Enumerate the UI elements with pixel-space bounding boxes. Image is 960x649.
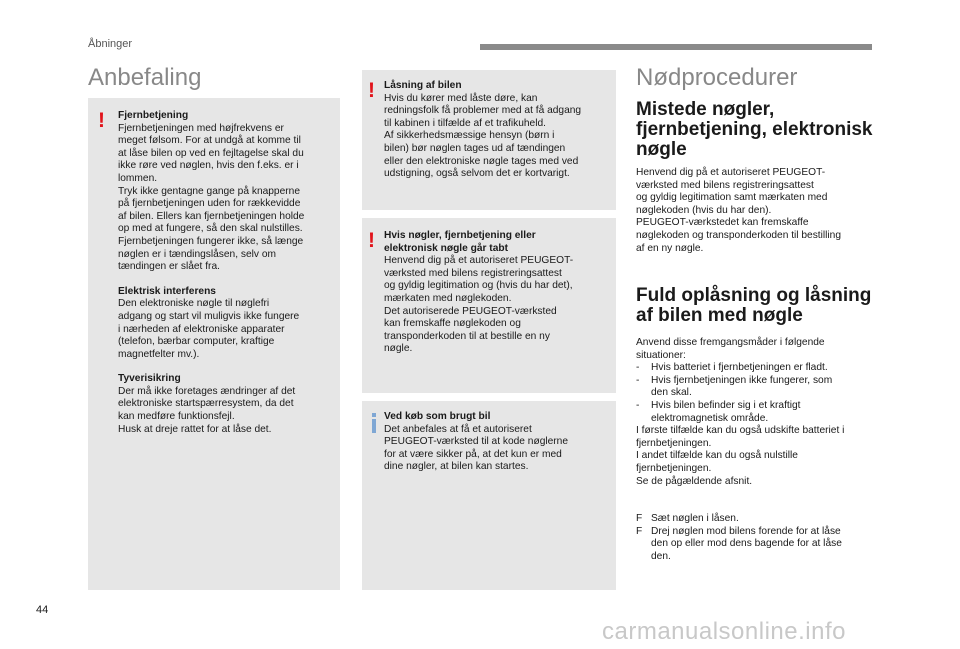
text-line: Sæt nøglen i låsen. [651, 513, 739, 524]
text-line: nøglekoden (hvis du har den). [636, 204, 772, 216]
text-line: af en ny nøgle. [636, 242, 704, 254]
text-line: til kabinen i tilfælde af et trafikuheld. [384, 117, 546, 129]
text-line: redningsfolk få problemer med at få adgang [384, 105, 582, 117]
text-line: fjernbetjening, elektronisk [636, 119, 873, 140]
text-line: Se de pågældende afsnit. [636, 475, 753, 487]
text-line: mærkaten med nøglekoden. [384, 292, 512, 304]
page-number: 44 [36, 604, 49, 616]
text-line: Fjernbetjeningen med højfrekvens er [118, 122, 284, 134]
recommendation-box-lost-keys [362, 218, 616, 393]
list-marker: F [636, 513, 643, 524]
watermark: carmanualsonline.info [602, 618, 846, 645]
antitheft-title: Tyverisikring [118, 373, 181, 385]
lost-keys-title [384, 230, 616, 255]
text-line: nøglekoden og transponderkoden til bestilling [636, 229, 842, 241]
used-car-title: Ved køb som brugt bil [384, 411, 491, 422]
text-line: fjernbetjeningen. [636, 462, 712, 474]
recommendation-box-remote [88, 98, 340, 590]
procedure-steps [636, 513, 896, 563]
list-item [636, 400, 896, 425]
remote-title: Fjernbetjening [118, 110, 189, 121]
text-line: adgang og start vil muligvis ikke fungere [118, 310, 300, 322]
text-line: kan medføre funktionsfejl. [118, 411, 235, 423]
text-line: meget følsom. For at undgå at komme til [118, 135, 301, 147]
list-marker: - [636, 399, 640, 411]
text-line: Det autoriserede PEUGEOT-værksted [384, 305, 557, 317]
text-line: Henvend dig på et autoriseret PEUGEOT- [384, 255, 574, 267]
text-line: Fjernbetjeningen fungerer ikke, så længe [118, 235, 304, 247]
right-title: Nødprocedurer [636, 64, 798, 91]
antitheft-body [118, 386, 338, 436]
text-line: den op eller mod dens bagende for at låse [651, 538, 842, 550]
used-car-body [384, 424, 616, 474]
text-line: eller den elektroniske nøgle tages med ved [384, 155, 579, 167]
locking-body [384, 93, 616, 181]
text-line: Hvis nøgler, fjernbetjening eller [384, 230, 536, 241]
list-marker: - [636, 374, 640, 386]
list-item [636, 375, 896, 400]
text-line: Drej nøglen mod bilens forende for at låse [651, 525, 841, 537]
list-marker: - [636, 362, 640, 374]
text-line: PEUGEOT-værkstedet kan fremskaffe [636, 217, 809, 229]
remote-body [118, 123, 338, 274]
text-line: og gyldig legitimation samt mærkaten med [636, 192, 828, 204]
text-line: af bilen med nøgle [636, 305, 803, 326]
info-box-used-car [362, 401, 616, 590]
text-line: på fjernbetjeningen uden for rækkevidde [118, 198, 301, 210]
text-line: elektronisk nøgle går tabt [384, 242, 508, 254]
paragraph-full-unlock [636, 337, 896, 488]
text-line: magnetfelter mv.). [118, 348, 200, 360]
text-line: elektromagnetisk område. [651, 412, 769, 424]
text-line: I første tilfælde kan du også udskifte batteriet i [636, 425, 845, 437]
text-line: nøglen er i tændingslåsen, selv om [118, 248, 276, 260]
text-line: Fuld oplåsning og låsning [636, 285, 872, 306]
text-line: I andet tilfælde kan du også nulstille [636, 450, 798, 462]
text-line: Hvis fjernbetjeningen ikke fungerer, som [651, 374, 833, 386]
text-line: elektroniske startspærresystem, da det [118, 398, 294, 410]
text-line: værksted med bilens registreringsattest [384, 267, 562, 279]
text-line: for at være sikker på, at det kun er med [384, 448, 562, 460]
full-unlock-intro [636, 337, 896, 362]
text-line: kan fremskaffe nøglekoden og [384, 318, 521, 330]
full-unlock-situations [636, 362, 896, 425]
text-line: værksted med bilens registreringsattest [636, 179, 814, 191]
text-line: Henvend dig på et autoriseret PEUGEOT- [636, 167, 826, 178]
text-line: (telefon, bærbar computer, kraftige [118, 336, 275, 348]
text-line: bilen) bør nøglen tages ud af tændingen [384, 142, 566, 154]
full-unlock-outro [636, 425, 896, 488]
text-line: Husk at dreje rattet for at låse det. [118, 423, 272, 435]
text-line: og gyldig legitimation og (hvis du har det), [384, 280, 573, 292]
warning-icon: ! [368, 79, 375, 102]
header-divider-bar [480, 44, 872, 50]
text-line: udstigning, også selvom det er kortvarigt. [384, 168, 570, 180]
text-line: lommen. [118, 172, 158, 184]
text-line: Den elektroniske nøgle til nøglefri [118, 298, 270, 310]
text-line: Hvis du kører med låste døre, kan [384, 92, 538, 104]
lost-keys-body [384, 255, 616, 356]
heading-lost-keys [636, 100, 873, 160]
text-line: dine nøgler, at bilen kan startes. [384, 461, 529, 473]
text-line: PEUGEOT-værksted til at kode nøglerne [384, 436, 569, 448]
text-line: tændingen er slået fra. [118, 261, 220, 273]
text-line: Anvend disse fremgangsmåder i følgende [636, 337, 825, 348]
text-line: Mistede nøgler, [636, 99, 775, 120]
text-line: Af sikkerhedsmæssige hensyn (børn i [384, 130, 555, 142]
text-line: den. [651, 550, 671, 562]
text-line: ikke røre ved nøglen, hvis den f.eks. er i [118, 160, 299, 172]
interference-title: Elektrisk interferens [118, 285, 216, 297]
list-item [636, 526, 896, 564]
text-line: transponderkoden til at bestille en ny [384, 330, 550, 342]
text-line: situationer: [636, 349, 686, 361]
recommendation-box-locking [362, 70, 616, 210]
warning-icon: ! [98, 109, 105, 132]
text-line: i nærheden af elektroniske apparater [118, 323, 285, 335]
text-line: nøgle. [384, 343, 413, 355]
list-item [636, 513, 896, 526]
heading-full-unlock [636, 286, 871, 326]
text-line: den skal. [651, 387, 692, 399]
text-line: Tryk ikke gentagne gange på knapperne [118, 185, 300, 197]
list-item [636, 362, 896, 375]
info-icon [372, 413, 376, 433]
paragraph-lost-keys [636, 167, 896, 255]
interference-body [118, 298, 338, 361]
text-line: af bilen. Ellers kan fjernbetjeningen holde [118, 210, 305, 222]
text-line: Det anbefales at få et autoriseret [384, 423, 532, 435]
text-line: Hvis batteriet i fjernbetjeningen er fladt. [651, 362, 828, 374]
text-line: nøgle [636, 139, 687, 160]
text-line: fjernbetjeningen. [636, 437, 712, 449]
text-line: at låse bilen op ved en fejltagelse skal du [118, 147, 304, 159]
locking-title: Låsning af bilen [384, 80, 462, 91]
left-title: Anbefaling [88, 64, 202, 91]
list-marker: F [636, 525, 643, 537]
header-section-label: Åbninger [88, 38, 133, 50]
text-line: Der må ikke foretages ændringer af det [118, 385, 296, 397]
warning-icon: ! [368, 229, 375, 252]
text-line: op med at fungere, så den skal nulstilles. [118, 223, 303, 235]
text-line: Hvis bilen befinder sig i et kraftigt [651, 399, 801, 411]
